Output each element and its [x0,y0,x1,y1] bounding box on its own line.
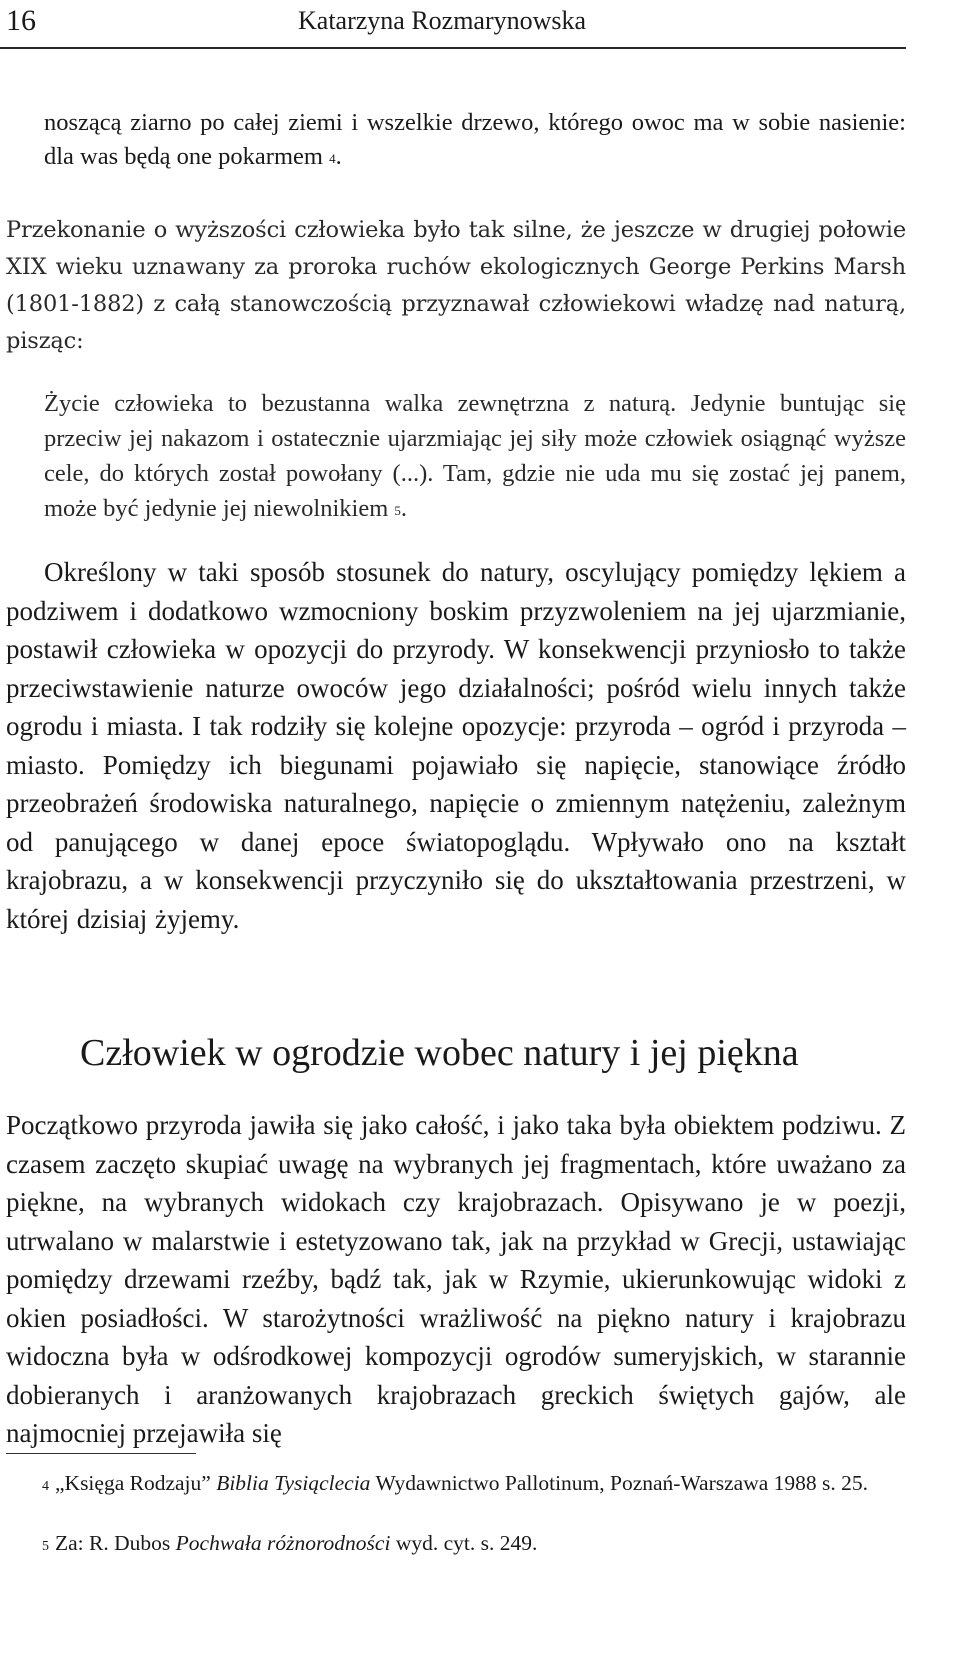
paragraph-opposition [6,553,906,938]
header-rule [0,47,906,49]
footnote-number: 4 [42,1479,49,1494]
running-head-author: Katarzyna Rozmarynowska [298,6,587,35]
footnote-title: Biblia Tysiąclecia [216,1471,371,1495]
quote-text: Życie człowieka to bezustanna walka zewnętrzna z naturą. Jedynie buntując się przeciw jej nakazom i ostatecznie ujarzmiając jej siły może człowiek osiągnąć wyższe cele, do których został powołany (...). Tam, gdzie nie uda mu się zostać jej panem, może być jedynie jej niewolnikiem [44,390,906,522]
paragraph-text: Określony w taki sposób stosunek do natury, oscylujący pomiędzy lękiem a podziwem i dodatkowo wzmocniony boskim przyzwoleniem na jej ujarzmianie, postawił człowieka w opozycji do przyrody. W konsekwencji przyniosło to także przeciwstawienie naturze owoców jego działalności; pośród wielu innych także ogrodu i miasta. I tak rodziły się kolejne opozycje: przyroda – ogród i przyroda – miasto. Pomiędzy ich biegunami pojawiało się napięcie, stanowiące źródło przeobrażeń środowiska naturalnego, napięcie o zmiennym natężeniu, zależnym od panującego w danej epoce światopoglądu. Wpływało ono na kształt krajobrazu, a w konsekwencji przyczyniło się do ukształtowania przestrzeni, w której dzisiaj żyjemy. [6,557,906,934]
footnote-5: $^5$ Za: R. Dubos Pochwała różnorodności wyd. cyt. s. 249. [42,1531,538,1555]
footnote-title: Pochwała różnorodności [175,1531,391,1555]
paragraph-marsh-intro: Przekonanie o wyższości człowieka było tak silne, że jeszcze w drugiej połowie XIX wieku uznawany za proroka ruchów ekologicznych George Perkins Marsh (1801-1882) z całą stanowczością przyznawał człowiekowi władzę nad naturą, pisząc: [6,217,906,354]
paragraph-continuation: noszącą ziarno po całej ziemi i wszelkie drzewo, którego owoc ma w sobie nasienie: dla was będą one pokarmem $^4$. [44,109,906,170]
paragraph-text: noszącą ziarno po całej ziemi i wszelkie drzewo, którego owoc ma w sobie nasienie: dla was będą one pokarmem [44,109,906,170]
paragraph-beauty: Początkowo przyroda jawiła się jako całość, i jako taka była obiektem podziwu. Z czasem zaczęto skupiać uwagę na wybranych jej fragmentach, które uważano za piękne, na wybranych widokach czy krajobrazach. Opisywano je w poezji, utrwalano w malarstwie i estetyzowano tak, jak na przykład w Grecji, ustawiając pomiędzy drzewami rzeźby, bądź tak, jak w Rzymie, ukierunkowując widoki z okien posiadłości. W starożytności wrażliwość na piękno natury i krajobrazu widoczna była w odśrodkowej kompozycji ogrodów sumeryjskich, w starannie dobieranych i aranżowanych krajobrazach greckich świętych gajów, ale najmocniej przejawiła się [6,1110,906,1448]
block-quote: Życie człowieka to bezustanna walka zewnętrzna z naturą. Jedynie buntując się przeciw jej nakazom i ostatecznie ujarzmiając jej siły może człowiek osiągnąć wyższe cele, do których został powołany (...). Tam, gdzie nie uda mu się zostać jej panem, może być jedynie jej niewolnikiem $^5$. [44,390,906,522]
footnote-ref-5[interactable]: 5 [394,503,401,518]
section-heading: Człowiek w ogrodzie wobec natury i jej piękna [80,1032,799,1074]
page-header [0,0,960,40]
footnote-rule [6,1453,196,1454]
page-number: 16 [6,4,36,37]
footnote-ref-4[interactable]: 4 [329,151,336,166]
footnote-4: $^4$ „Księga Rodzaju” Biblia Tysiąclecia Wydawnictwo Pallotinum, Poznań-Warszawa 1988 s. 25. [42,1471,869,1495]
footnote-number: 5 [42,1539,49,1554]
